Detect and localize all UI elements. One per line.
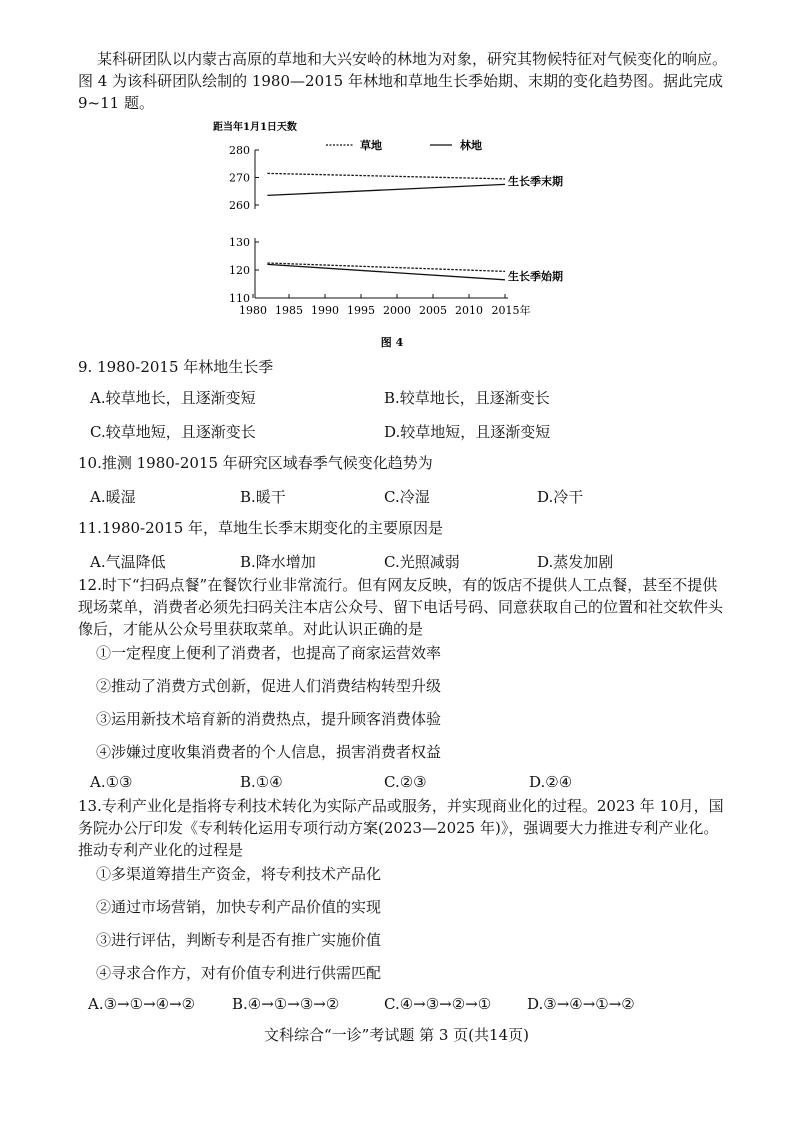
y-tick-label-280: 280 <box>229 144 250 157</box>
q13-item-3: ③进行评估，判断专利是否有推广实施价值 <box>96 931 382 949</box>
intro-paragraph: 某科研团队以内蒙古高原的草地和大兴安岭的林地为对象，研究其物候特征对气候变化的响应。 图 4 为该科研团队绘制的 1980—2015 年林地和草地生长季始期、末期的变化趋势图。据此完成 9~11 题。 <box>78 50 728 112</box>
q10-stem: 10.推测 1980-2015 年研究区域春季气候变化趋势为 <box>78 454 433 472</box>
x-tick-label-2015: 2015年 <box>491 304 531 317</box>
q9-option-d: D.较草地短，且逐渐变短 <box>384 423 551 441</box>
q12-item-3: ③运用新技术培育新的消费热点，提升顾客消费体验 <box>96 710 442 728</box>
q10-option-c: C.冷湿 <box>384 488 430 506</box>
y-tick-label-120: 120 <box>229 264 250 277</box>
q13-stem: 13.专利产业化是指将专利技术转化为实际产品或服务，并实现商业化的过程。2023 年 10月，国务院办公厅印发《专利转化运用专项行动方案(2023—2025 年)》，强调要大力推进专利产业化。推动专利产业化的过程是 <box>78 797 724 859</box>
y-tick-label-110: 110 <box>229 292 250 305</box>
q13-option-a: A.③→①→④→② <box>88 995 196 1013</box>
page-footer: 文科综合“一诊”考试题 第 3 页(共14页) <box>264 1026 529 1044</box>
q13-item-1: ①多渠道筹措生产资金，将专利技术产品化 <box>96 865 382 883</box>
series-line-forest-end <box>267 184 505 195</box>
series-line-grassland-end <box>267 173 505 179</box>
q12-option-a: A.①③ <box>90 773 133 791</box>
x-tick-label-1990: 1990 <box>311 304 339 317</box>
q12-option-d: D.②④ <box>529 773 573 791</box>
y-tick-label-260: 260 <box>229 199 250 212</box>
q13-item-2: ②通过市场营销，加快专利产品价值的实现 <box>96 898 382 916</box>
q13-item-4: ④寻求合作方，对有价值专利进行供需匹配 <box>96 964 382 982</box>
q13-option-d: D.③→④→①→② <box>527 995 635 1013</box>
x-tick-label-1995: 1995 <box>347 304 375 317</box>
chart-svg <box>208 114 588 354</box>
y-axis-label: 距当年1月1日天数 <box>213 122 297 133</box>
x-tick-label-2000: 2000 <box>383 304 411 317</box>
q11-option-c: C.光照减弱 <box>384 553 460 571</box>
q10-option-d: D.冷干 <box>537 488 584 506</box>
q11-option-b: B.降水增加 <box>240 553 316 571</box>
figure-4 <box>208 114 588 354</box>
q13-option-b: B.④→①→③→② <box>232 995 340 1013</box>
y-tick-label-270: 270 <box>229 171 250 185</box>
q12-option-b: B.①④ <box>240 773 283 791</box>
q11-option-a: A.气温降低 <box>90 553 166 571</box>
figure-caption: 图 4 <box>380 336 404 349</box>
x-tick-label-1980: 1980 <box>239 304 267 317</box>
x-tick-label-2005: 2005 <box>419 304 447 317</box>
q11-stem: 11.1980-2015 年，草地生长季末期变化的主要原因是 <box>78 519 444 537</box>
q9-option-c: C.较草地短，且逐渐变长 <box>90 423 256 441</box>
annotation-season-start: 生长季始期 <box>508 270 563 283</box>
x-tick-label-2010: 2010 <box>455 304 483 317</box>
q13-option-c: C.④→③→②→① <box>384 995 492 1013</box>
q9-stem: 9. 1980-2015 年林地生长季 <box>78 358 274 376</box>
q12-item-1: ①一定程度上便利了消费者，也提高了商家运营效率 <box>96 644 442 662</box>
q12-option-c: C.②③ <box>384 773 427 791</box>
q9-option-b: B.较草地长，且逐渐变长 <box>384 389 550 407</box>
legend-label-forest: 林地 <box>460 139 482 152</box>
y-tick-label-130: 130 <box>229 236 250 249</box>
q10-option-a: A.暖湿 <box>90 488 136 506</box>
q10-option-b: B.暖干 <box>240 488 286 506</box>
q9-option-a: A.较草地长，且逐渐变短 <box>90 389 256 407</box>
q11-option-d: D.蒸发加剧 <box>537 553 614 571</box>
legend-label-grassland: 草地 <box>360 139 382 152</box>
q12-item-2: ②推动了消费方式创新，促进人们消费结构转型升级 <box>96 677 442 695</box>
q12-stem: 12.时下“扫码点餐”在餐饮行业非常流行。但有网友反映，有的饭店不提供人工点餐，甚至不提供现场菜单，消费者必须先扫码关注本店公众号、留下电话号码、同意获取自己的位置和社交软件头像后，才能从公众号里获取菜单。对此认识正确的是 <box>78 576 724 638</box>
annotation-season-end: 生长季末期 <box>508 175 563 188</box>
series-line-forest-start <box>267 264 505 279</box>
q12-item-4: ④涉嫌过度收集消费者的个人信息，损害消费者权益 <box>96 743 442 761</box>
x-tick-label-1985: 1985 <box>275 304 303 317</box>
